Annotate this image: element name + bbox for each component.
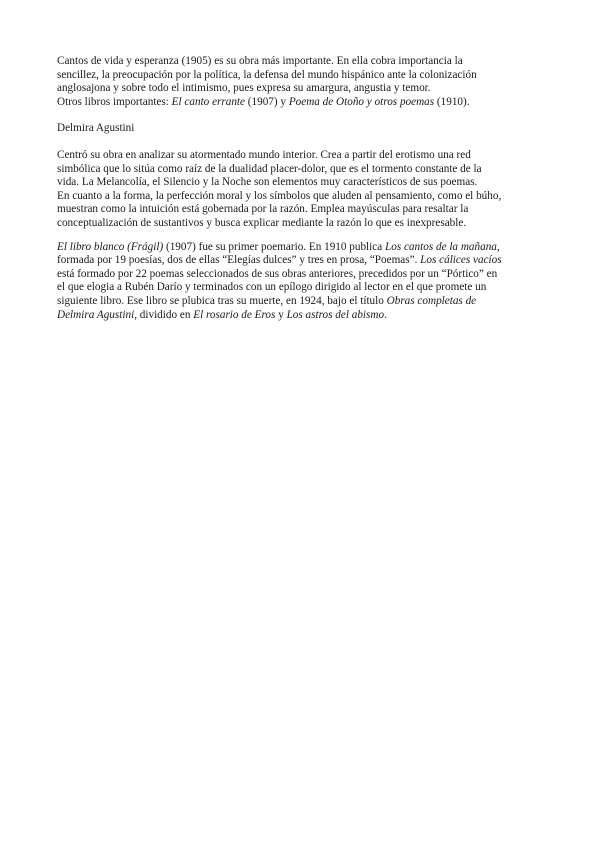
- text-line: anglosajona y sobre todo el intimismo, pues expresa su amargura, angustia y temor.: [57, 82, 431, 95]
- text-run: y: [275, 308, 287, 321]
- book-title: Obras completas de: [386, 294, 477, 307]
- text-line: [57, 254, 537, 268]
- text-run: (1907) fue su primer poemario. En 1910 publica: [163, 240, 385, 253]
- book-title: Delmira Agustini: [57, 308, 135, 321]
- book-title: Los cantos de la mañana: [385, 240, 497, 253]
- text-run: Otros libros importantes:: [57, 95, 172, 108]
- text-run: (1910).: [434, 95, 470, 108]
- text-run: .: [384, 308, 387, 321]
- text-line: simbólica que lo sitúa como raíz de la dualidad placer-dolor, que es el tormento constante de la: [57, 162, 482, 175]
- book-title: Los cálices vacíos: [420, 254, 502, 267]
- text-run: siguiente libro. Ese libro se plubica tras su muerte, en 1924, bajo el título: [57, 294, 387, 307]
- text-run: formada por 19 poesías, dos de ellas “Elegías dulces” y tres en prosa, “Poemas”.: [57, 254, 421, 267]
- text-line: muestran como la intuición está gobernada por la razón. Emplea mayúsculas para resaltar la: [57, 203, 469, 216]
- text-line: el que elogia a Rubén Darío y terminados con un epílogo dirigido al lector en el que promete un: [57, 281, 487, 294]
- text-line: conceptualización de sustantivos y busca explicar mediante la razón lo que es inexpresable.: [57, 216, 467, 229]
- text-line: [57, 295, 537, 309]
- book-title: El libro blanco (Frágil): [57, 240, 164, 253]
- text-line: está formado por 22 poemas seleccionados de sus obras anteriores, precedidos por un “Pórtico” en: [57, 267, 498, 280]
- book-title: El canto errante: [171, 95, 245, 108]
- paragraph-agustini-style: [57, 149, 537, 231]
- text-line: [57, 241, 537, 255]
- book-title: El rosario de Eros: [193, 308, 276, 321]
- text-run: , dividido en: [134, 308, 194, 321]
- book-title: Los astros del abismo: [286, 308, 385, 321]
- paragraph-agustini-works: [57, 241, 537, 323]
- book-title: Poema de Otoño y otros poemas: [288, 95, 435, 108]
- text-line: Cantos de vida y esperanza (1905) es su obra más importante. En ella cobra importancia la: [57, 55, 463, 67]
- text-line: [57, 309, 537, 323]
- text-line: [57, 96, 537, 110]
- text-line: En cuanto a la forma, la perfección moral y los símbolos que aluden al pensamiento, como el búho,: [57, 189, 502, 202]
- document-page: [57, 55, 537, 322]
- text-line: vida. La Melancolía, el Silencio y la Noche son elementos muy característicos de sus poemas.: [57, 176, 478, 189]
- text-line: sencillez, la preocupación por la política, la defensa del mundo hispánico ante la colonización: [57, 68, 477, 81]
- text-run: (1907) y: [245, 95, 289, 108]
- paragraph-dario-works: [57, 55, 537, 109]
- text-line: Centró su obra en analizar su atormentado mundo interior. Crea a partir del erotismo una red: [57, 148, 471, 161]
- text-run: ,: [496, 240, 500, 253]
- section-heading: Delmira Agustini: [57, 122, 135, 135]
